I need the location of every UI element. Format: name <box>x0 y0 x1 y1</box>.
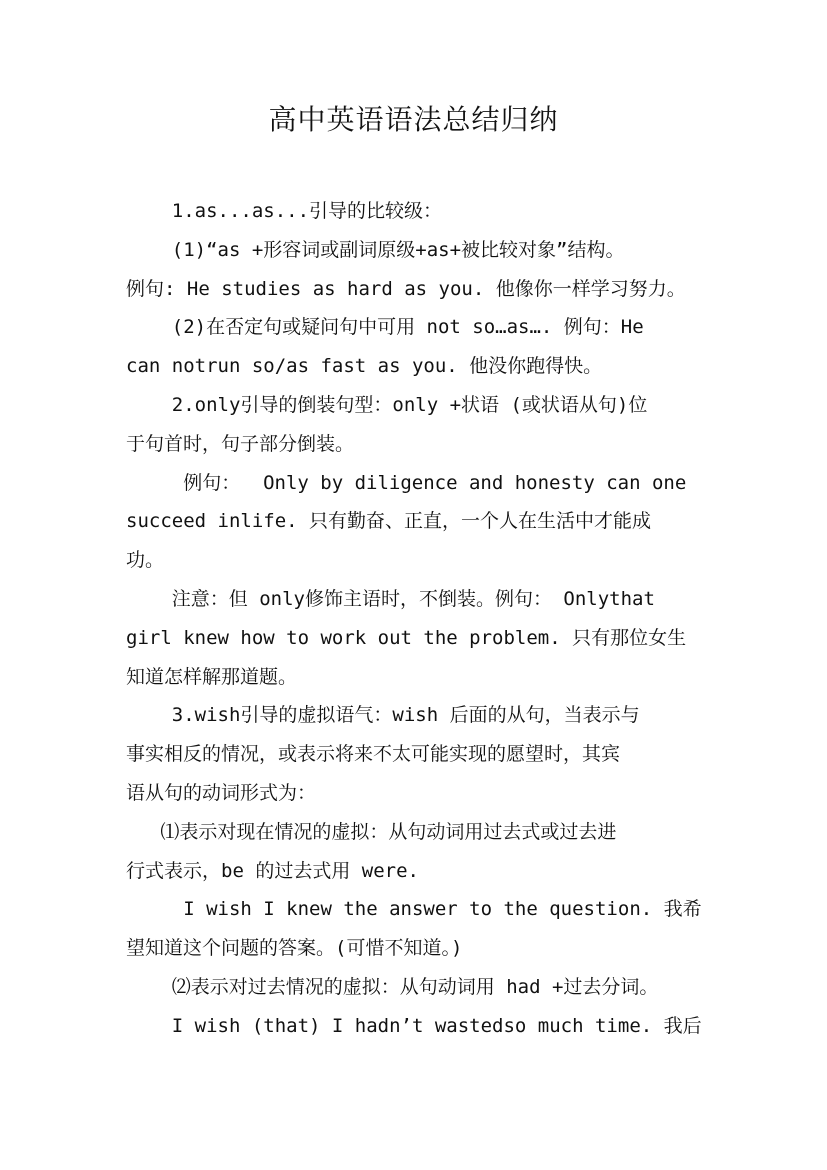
body-line: 3.wish引导的虚拟语气：wish 后面的从句，当表示与 <box>126 704 640 727</box>
body-line: 例句： Only by diligence and honesty can one <box>126 471 687 494</box>
body-line: ⑵表示对过去情况的虚拟：从句动词用 had +过去分词。 <box>126 975 659 998</box>
body-line: 1.as...as...引导的比较级： <box>126 200 443 222</box>
body-line: 事实相反的情况，或表示将来不太可能实现的愿望时，其宾 <box>126 743 621 766</box>
body-line: 2.only引导的倒装句型：only +状语 (或状语从句)位 <box>126 393 648 416</box>
body-line: 功。 <box>126 549 165 572</box>
body-line: (2)在否定句或疑问句中可用 not so…as…. 例句：He <box>126 316 644 339</box>
body-line: ⑴表示对现在情况的虚拟：从句动词用过去式或过去进 <box>126 820 617 843</box>
document-body <box>126 192 706 1046</box>
body-line: I wish (that) I hadn’t wastedso much time. 我后 <box>126 1014 702 1037</box>
body-line: (1)“as +形容词或副词原级+as+被比较对象”结构。 <box>126 238 625 261</box>
body-line: 望知道这个问题的答案。(可惜不知道。) <box>126 937 463 960</box>
body-line: 知道怎样解那道题。 <box>126 665 298 688</box>
body-line: I wish I knew the answer to the question. 我希 <box>126 898 702 921</box>
body-line: succeed inlife. 只有勤奋、正直，一个人在生活中才能成 <box>126 510 652 533</box>
body-line: 行式表示，be 的过去式用 were. <box>126 859 419 882</box>
body-line: can notrun so/as fast as you. 他没你跑得快。 <box>126 355 603 378</box>
body-line: 例句: He studies as hard as you. 他像你一样学习努力。 <box>126 277 686 300</box>
body-line: 语从句的动词形式为： <box>126 781 317 804</box>
page-title: 高中英语语法总结归纳 <box>268 103 559 136</box>
body-line: girl knew how to work out the problem. 只有那位女生 <box>126 626 687 649</box>
body-line: 于句首时，句子部分倒装。 <box>126 432 355 455</box>
body-line: 注意：但 only修饰主语时，不倒装。例句： Onlythat <box>126 587 655 610</box>
